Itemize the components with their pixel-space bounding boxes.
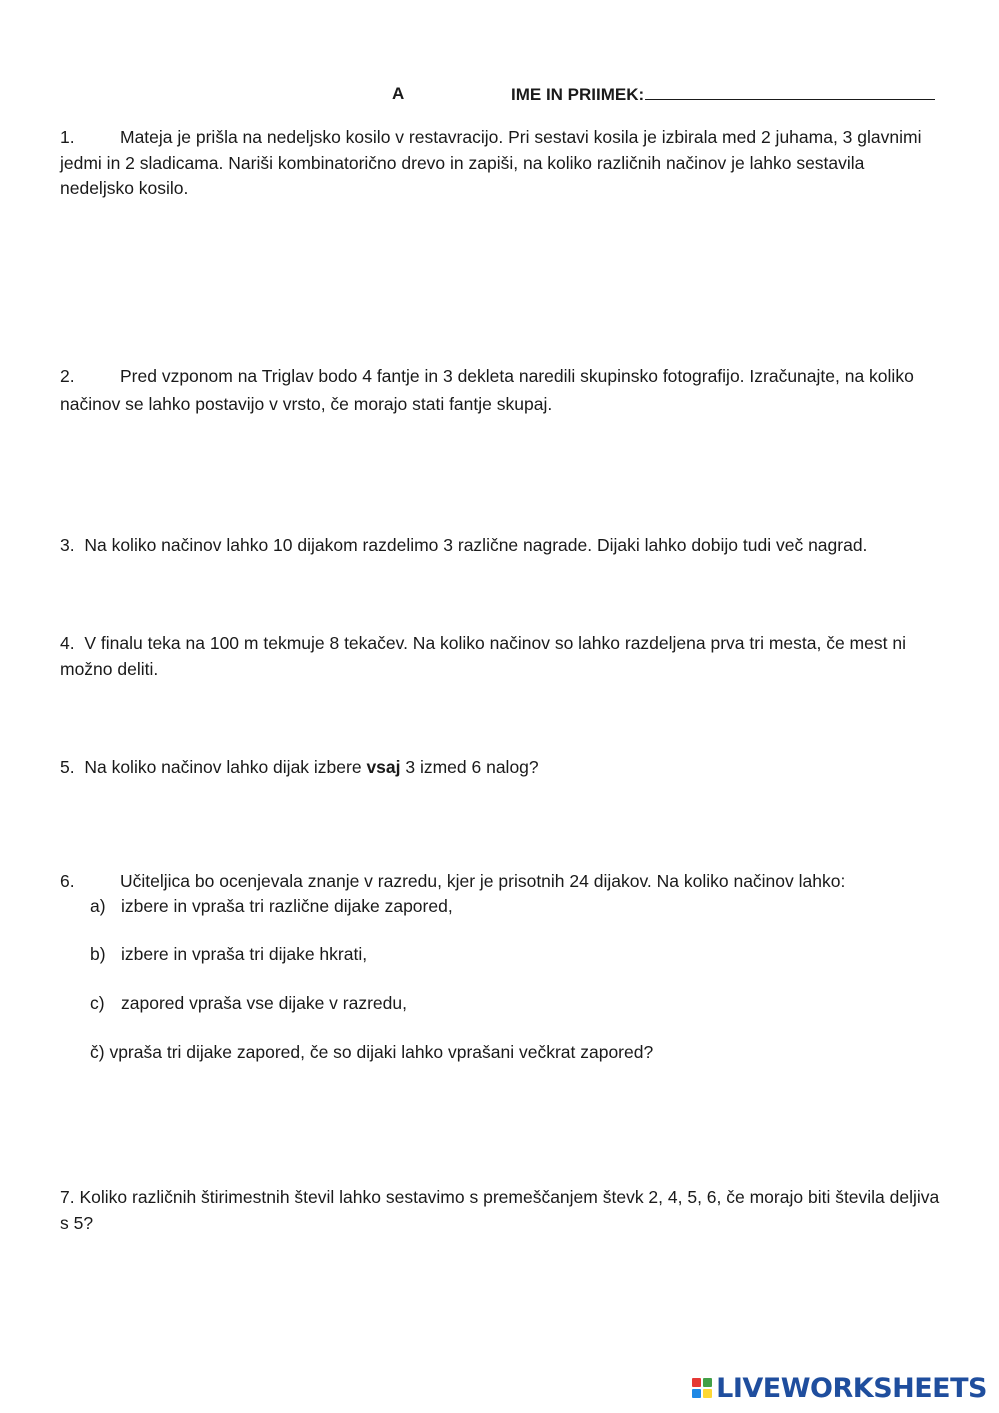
subitem-text: vpraša tri dijake zapored, če so dijaki lahko vprašani večkrat zapored? xyxy=(109,1042,654,1062)
question-number: 5. xyxy=(60,757,75,777)
name-field-label xyxy=(511,84,935,105)
subitem-text: zapored vpraša vse dijake v razredu, xyxy=(121,993,407,1013)
question-1 xyxy=(60,125,940,202)
question-text: V finalu teka na 100 m tekmuje 8 tekačev. Na koliko načinov so lahko razdeljena prva tri mesta, če mest ni možno deliti. xyxy=(60,633,906,679)
subitem-c-caron xyxy=(90,1040,940,1065)
subitem-label: c) xyxy=(90,993,105,1013)
subitem-label: a) xyxy=(90,896,106,916)
subitem-label: b) xyxy=(90,944,106,964)
question-number: 4. xyxy=(60,633,75,653)
question-2 xyxy=(60,362,940,418)
subitem-c xyxy=(90,991,940,1016)
question-5 xyxy=(60,755,940,781)
subitem-a xyxy=(90,894,940,919)
question-text: Učiteljica bo ocenjevala znanje v razredu, kjer je prisotnih 24 dijakov. Na koliko načinov lahko: xyxy=(120,871,846,891)
question-text-bold: vsaj xyxy=(366,757,401,777)
question-text: Koliko različnih štirimestnih števil lahko sestavimo s premeščanjem števk 2, 4, 5, 6, če morajo biti števila deljiva s 5? xyxy=(60,1187,940,1233)
question-number: 1. xyxy=(60,127,75,147)
subitem-text: izbere in vpraša tri različne dijake zapored, xyxy=(121,896,453,916)
worksheet-variant: A xyxy=(392,84,405,103)
subitem-text: izbere in vpraša tri dijake hkrati, xyxy=(121,944,368,964)
question-6 xyxy=(60,869,940,895)
subitem-b xyxy=(90,942,940,967)
logo-blocks-icon xyxy=(692,1378,712,1398)
question-number: 7. xyxy=(60,1187,75,1207)
question-text: Mateja je prišla na nedeljsko kosilo v restavracijo. Pri sestavi kosila je izbirala med 2 juhama, 3 glavnimi jedmi in 2 sladicama. Nariši kombinatorično drevo in zapiši, na koliko različnih načinov je lahko sestavila nedeljsko kosilo. xyxy=(60,127,922,198)
logo-text: LIVEWORKSHEETS xyxy=(716,1372,987,1404)
question-text: Pred vzponom na Triglav bodo 4 fantje in 3 dekleta naredili skupinsko fotografijo. Izračunajte, na koliko načinov se lahko postavijo v vrsto, če morajo stati fantje skupaj. xyxy=(60,366,914,414)
question-number: 2. xyxy=(60,366,75,386)
question-text: Na koliko načinov lahko 10 dijakom razdelimo 3 različne nagrade. Dijaki lahko dobijo tudi več nagrad. xyxy=(84,535,868,555)
subitem-label: č) xyxy=(90,1042,105,1062)
question-text-before: Na koliko načinov lahko dijak izbere xyxy=(84,757,367,777)
question-text-after: 3 izmed 6 nalog? xyxy=(400,757,539,777)
name-label: IME IN PRIIMEK: xyxy=(511,85,645,104)
question-number: 6. xyxy=(60,871,75,891)
name-blank-line[interactable] xyxy=(645,84,935,100)
question-7 xyxy=(60,1185,940,1236)
liveworksheets-logo xyxy=(692,1373,987,1403)
question-3 xyxy=(60,533,940,559)
question-number: 3. xyxy=(60,535,75,555)
question-4 xyxy=(60,631,940,682)
